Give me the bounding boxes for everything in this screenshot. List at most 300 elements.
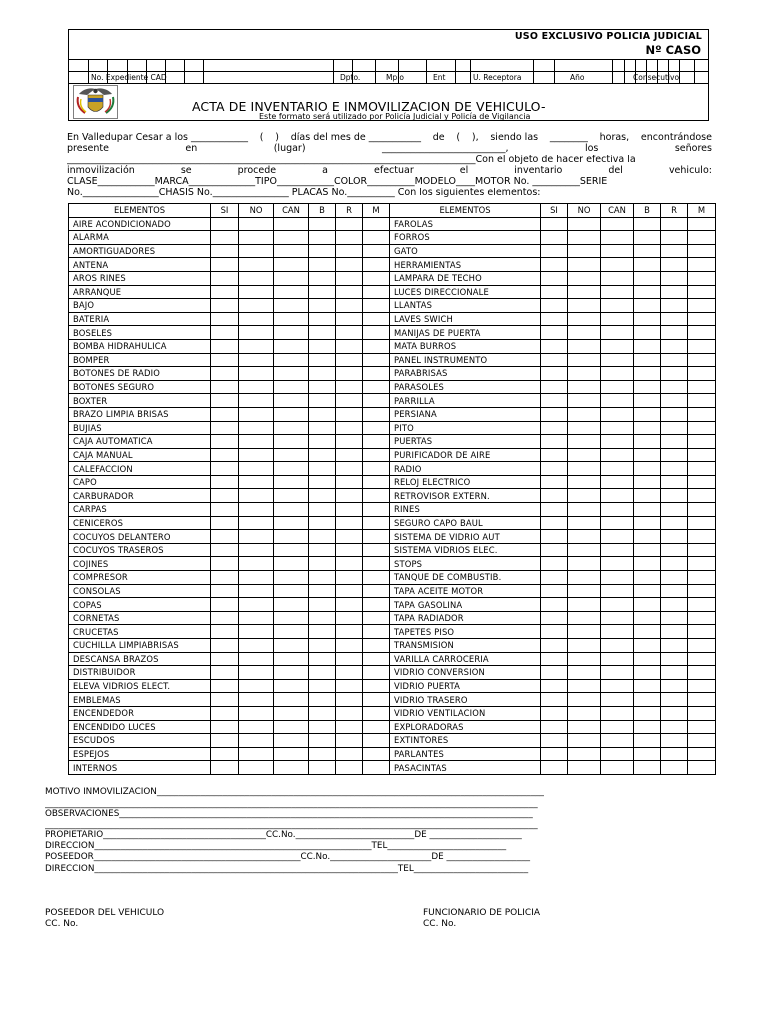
- check-cell[interactable]: [541, 285, 568, 299]
- check-cell[interactable]: [336, 271, 363, 285]
- check-cell[interactable]: [211, 231, 239, 245]
- check-cell[interactable]: [363, 353, 390, 367]
- check-cell[interactable]: [211, 530, 239, 544]
- check-cell[interactable]: [274, 611, 309, 625]
- check-cell[interactable]: [336, 516, 363, 530]
- check-cell[interactable]: [274, 462, 309, 476]
- check-cell[interactable]: [601, 285, 634, 299]
- check-cell[interactable]: [336, 380, 363, 394]
- check-cell[interactable]: [601, 339, 634, 353]
- check-cell[interactable]: [239, 448, 274, 462]
- check-cell[interactable]: [634, 421, 661, 435]
- check-cell[interactable]: [211, 571, 239, 585]
- check-cell[interactable]: [274, 571, 309, 585]
- check-cell[interactable]: [239, 530, 274, 544]
- check-cell[interactable]: [568, 734, 601, 748]
- check-cell[interactable]: [661, 747, 688, 761]
- check-cell[interactable]: [309, 258, 336, 272]
- check-cell[interactable]: [688, 258, 716, 272]
- check-cell[interactable]: [688, 516, 716, 530]
- check-cell[interactable]: [688, 326, 716, 340]
- check-cell[interactable]: [688, 367, 716, 381]
- check-cell[interactable]: [274, 407, 309, 421]
- check-cell[interactable]: [363, 448, 390, 462]
- check-cell[interactable]: [688, 475, 716, 489]
- check-cell[interactable]: [309, 462, 336, 476]
- check-cell[interactable]: [634, 747, 661, 761]
- check-cell[interactable]: [363, 489, 390, 503]
- check-cell[interactable]: [688, 530, 716, 544]
- check-cell[interactable]: [211, 489, 239, 503]
- check-cell[interactable]: [601, 530, 634, 544]
- check-cell[interactable]: [239, 462, 274, 476]
- check-cell[interactable]: [336, 611, 363, 625]
- check-cell[interactable]: [211, 217, 239, 231]
- check-cell[interactable]: [336, 285, 363, 299]
- check-cell[interactable]: [634, 761, 661, 775]
- check-cell[interactable]: [363, 299, 390, 313]
- check-cell[interactable]: [363, 380, 390, 394]
- check-cell[interactable]: [274, 217, 309, 231]
- check-cell[interactable]: [239, 598, 274, 612]
- check-cell[interactable]: [688, 720, 716, 734]
- check-cell[interactable]: [309, 312, 336, 326]
- check-cell[interactable]: [309, 217, 336, 231]
- check-cell[interactable]: [634, 543, 661, 557]
- check-cell[interactable]: [239, 584, 274, 598]
- check-cell[interactable]: [661, 530, 688, 544]
- check-cell[interactable]: [211, 299, 239, 313]
- check-cell[interactable]: [211, 339, 239, 353]
- check-cell[interactable]: [239, 693, 274, 707]
- check-cell[interactable]: [568, 312, 601, 326]
- check-cell[interactable]: [601, 462, 634, 476]
- check-cell[interactable]: [661, 598, 688, 612]
- check-cell[interactable]: [211, 271, 239, 285]
- check-cell[interactable]: [239, 489, 274, 503]
- check-cell[interactable]: [274, 720, 309, 734]
- check-cell[interactable]: [568, 639, 601, 653]
- check-cell[interactable]: [309, 747, 336, 761]
- check-cell[interactable]: [336, 503, 363, 517]
- check-cell[interactable]: [601, 367, 634, 381]
- check-cell[interactable]: [601, 244, 634, 258]
- check-cell[interactable]: [274, 448, 309, 462]
- check-cell[interactable]: [239, 367, 274, 381]
- check-cell[interactable]: [541, 706, 568, 720]
- check-cell[interactable]: [688, 679, 716, 693]
- check-cell[interactable]: [363, 339, 390, 353]
- check-cell[interactable]: [309, 326, 336, 340]
- check-cell[interactable]: [363, 706, 390, 720]
- check-cell[interactable]: [541, 720, 568, 734]
- check-cell[interactable]: [568, 761, 601, 775]
- check-cell[interactable]: [601, 258, 634, 272]
- check-cell[interactable]: [274, 516, 309, 530]
- check-cell[interactable]: [688, 611, 716, 625]
- check-cell[interactable]: [274, 489, 309, 503]
- check-cell[interactable]: [309, 625, 336, 639]
- check-cell[interactable]: [568, 367, 601, 381]
- check-cell[interactable]: [601, 693, 634, 707]
- check-cell[interactable]: [363, 530, 390, 544]
- check-cell[interactable]: [634, 639, 661, 653]
- check-cell[interactable]: [363, 503, 390, 517]
- check-cell[interactable]: [363, 421, 390, 435]
- check-cell[interactable]: [309, 448, 336, 462]
- check-cell[interactable]: [688, 285, 716, 299]
- check-cell[interactable]: [601, 394, 634, 408]
- check-cell[interactable]: [661, 571, 688, 585]
- check-cell[interactable]: [274, 367, 309, 381]
- check-cell[interactable]: [336, 217, 363, 231]
- check-cell[interactable]: [661, 543, 688, 557]
- check-cell[interactable]: [363, 312, 390, 326]
- check-cell[interactable]: [688, 339, 716, 353]
- check-cell[interactable]: [336, 258, 363, 272]
- check-cell[interactable]: [541, 380, 568, 394]
- check-cell[interactable]: [211, 611, 239, 625]
- check-cell[interactable]: [239, 720, 274, 734]
- check-cell[interactable]: [274, 530, 309, 544]
- check-cell[interactable]: [661, 720, 688, 734]
- check-cell[interactable]: [211, 625, 239, 639]
- check-cell[interactable]: [661, 734, 688, 748]
- check-cell[interactable]: [541, 584, 568, 598]
- check-cell[interactable]: [601, 666, 634, 680]
- check-cell[interactable]: [363, 271, 390, 285]
- check-cell[interactable]: [309, 706, 336, 720]
- check-cell[interactable]: [661, 706, 688, 720]
- check-cell[interactable]: [661, 462, 688, 476]
- check-cell[interactable]: [309, 652, 336, 666]
- check-cell[interactable]: [336, 639, 363, 653]
- check-cell[interactable]: [634, 462, 661, 476]
- check-cell[interactable]: [601, 598, 634, 612]
- check-cell[interactable]: [309, 679, 336, 693]
- check-cell[interactable]: [634, 353, 661, 367]
- check-cell[interactable]: [661, 503, 688, 517]
- check-cell[interactable]: [309, 394, 336, 408]
- check-cell[interactable]: [336, 407, 363, 421]
- check-cell[interactable]: [363, 639, 390, 653]
- check-cell[interactable]: [568, 652, 601, 666]
- check-cell[interactable]: [309, 435, 336, 449]
- check-cell[interactable]: [239, 312, 274, 326]
- check-cell[interactable]: [568, 271, 601, 285]
- check-cell[interactable]: [211, 706, 239, 720]
- check-cell[interactable]: [239, 557, 274, 571]
- check-cell[interactable]: [274, 598, 309, 612]
- check-cell[interactable]: [601, 435, 634, 449]
- check-cell[interactable]: [239, 407, 274, 421]
- check-cell[interactable]: [363, 475, 390, 489]
- check-cell[interactable]: [541, 761, 568, 775]
- check-cell[interactable]: [661, 339, 688, 353]
- check-cell[interactable]: [634, 271, 661, 285]
- check-cell[interactable]: [601, 299, 634, 313]
- check-cell[interactable]: [274, 394, 309, 408]
- check-cell[interactable]: [541, 571, 568, 585]
- check-cell[interactable]: [336, 489, 363, 503]
- check-cell[interactable]: [336, 299, 363, 313]
- check-cell[interactable]: [541, 258, 568, 272]
- check-cell[interactable]: [239, 679, 274, 693]
- check-cell[interactable]: [634, 339, 661, 353]
- check-cell[interactable]: [336, 666, 363, 680]
- check-cell[interactable]: [661, 611, 688, 625]
- check-cell[interactable]: [688, 639, 716, 653]
- check-cell[interactable]: [568, 326, 601, 340]
- check-cell[interactable]: [239, 611, 274, 625]
- check-cell[interactable]: [211, 747, 239, 761]
- check-cell[interactable]: [336, 367, 363, 381]
- check-cell[interactable]: [568, 530, 601, 544]
- check-cell[interactable]: [568, 435, 601, 449]
- check-cell[interactable]: [274, 693, 309, 707]
- check-cell[interactable]: [239, 516, 274, 530]
- check-cell[interactable]: [274, 761, 309, 775]
- check-cell[interactable]: [211, 394, 239, 408]
- check-cell[interactable]: [601, 448, 634, 462]
- check-cell[interactable]: [211, 734, 239, 748]
- check-cell[interactable]: [239, 543, 274, 557]
- check-cell[interactable]: [601, 611, 634, 625]
- check-cell[interactable]: [568, 516, 601, 530]
- check-cell[interactable]: [211, 258, 239, 272]
- check-cell[interactable]: [211, 598, 239, 612]
- check-cell[interactable]: [568, 625, 601, 639]
- check-cell[interactable]: [274, 652, 309, 666]
- check-cell[interactable]: [309, 584, 336, 598]
- check-cell[interactable]: [336, 571, 363, 585]
- check-cell[interactable]: [239, 625, 274, 639]
- check-cell[interactable]: [634, 598, 661, 612]
- check-cell[interactable]: [239, 734, 274, 748]
- check-cell[interactable]: [568, 666, 601, 680]
- check-cell[interactable]: [634, 503, 661, 517]
- check-cell[interactable]: [601, 543, 634, 557]
- check-cell[interactable]: [211, 503, 239, 517]
- check-cell[interactable]: [363, 611, 390, 625]
- check-cell[interactable]: [239, 271, 274, 285]
- check-cell[interactable]: [309, 367, 336, 381]
- check-cell[interactable]: [601, 761, 634, 775]
- check-cell[interactable]: [688, 217, 716, 231]
- check-cell[interactable]: [541, 557, 568, 571]
- check-cell[interactable]: [274, 244, 309, 258]
- check-cell[interactable]: [688, 299, 716, 313]
- check-cell[interactable]: [568, 557, 601, 571]
- check-cell[interactable]: [688, 693, 716, 707]
- check-cell[interactable]: [336, 244, 363, 258]
- check-cell[interactable]: [363, 557, 390, 571]
- check-cell[interactable]: [211, 380, 239, 394]
- check-cell[interactable]: [601, 720, 634, 734]
- check-cell[interactable]: [211, 367, 239, 381]
- check-cell[interactable]: [568, 611, 601, 625]
- check-cell[interactable]: [601, 231, 634, 245]
- check-cell[interactable]: [601, 217, 634, 231]
- check-cell[interactable]: [363, 734, 390, 748]
- check-cell[interactable]: [661, 489, 688, 503]
- check-cell[interactable]: [274, 380, 309, 394]
- check-cell[interactable]: [336, 679, 363, 693]
- check-cell[interactable]: [274, 734, 309, 748]
- check-cell[interactable]: [541, 598, 568, 612]
- check-cell[interactable]: [541, 747, 568, 761]
- check-cell[interactable]: [634, 557, 661, 571]
- check-cell[interactable]: [661, 380, 688, 394]
- check-cell[interactable]: [634, 625, 661, 639]
- check-cell[interactable]: [363, 571, 390, 585]
- check-cell[interactable]: [363, 285, 390, 299]
- check-cell[interactable]: [541, 244, 568, 258]
- check-cell[interactable]: [239, 666, 274, 680]
- check-cell[interactable]: [336, 652, 363, 666]
- check-cell[interactable]: [211, 475, 239, 489]
- check-cell[interactable]: [688, 598, 716, 612]
- check-cell[interactable]: [309, 639, 336, 653]
- check-cell[interactable]: [309, 571, 336, 585]
- check-cell[interactable]: [363, 217, 390, 231]
- check-cell[interactable]: [309, 244, 336, 258]
- check-cell[interactable]: [309, 693, 336, 707]
- check-cell[interactable]: [274, 353, 309, 367]
- check-cell[interactable]: [274, 435, 309, 449]
- check-cell[interactable]: [239, 639, 274, 653]
- check-cell[interactable]: [336, 761, 363, 775]
- check-cell[interactable]: [239, 475, 274, 489]
- check-cell[interactable]: [601, 679, 634, 693]
- check-cell[interactable]: [568, 679, 601, 693]
- check-cell[interactable]: [541, 475, 568, 489]
- check-cell[interactable]: [568, 421, 601, 435]
- check-cell[interactable]: [363, 462, 390, 476]
- check-cell[interactable]: [688, 666, 716, 680]
- check-cell[interactable]: [363, 625, 390, 639]
- check-cell[interactable]: [274, 639, 309, 653]
- check-cell[interactable]: [601, 625, 634, 639]
- check-cell[interactable]: [688, 734, 716, 748]
- check-cell[interactable]: [336, 421, 363, 435]
- check-cell[interactable]: [568, 339, 601, 353]
- check-cell[interactable]: [274, 706, 309, 720]
- check-cell[interactable]: [661, 516, 688, 530]
- check-cell[interactable]: [541, 299, 568, 313]
- check-cell[interactable]: [661, 407, 688, 421]
- check-cell[interactable]: [634, 666, 661, 680]
- check-cell[interactable]: [634, 693, 661, 707]
- check-cell[interactable]: [239, 706, 274, 720]
- check-cell[interactable]: [541, 734, 568, 748]
- check-cell[interactable]: [363, 720, 390, 734]
- check-cell[interactable]: [211, 652, 239, 666]
- check-cell[interactable]: [601, 271, 634, 285]
- check-cell[interactable]: [309, 666, 336, 680]
- check-cell[interactable]: [211, 639, 239, 653]
- check-cell[interactable]: [688, 761, 716, 775]
- check-cell[interactable]: [661, 353, 688, 367]
- check-cell[interactable]: [661, 557, 688, 571]
- check-cell[interactable]: [661, 639, 688, 653]
- check-cell[interactable]: [541, 625, 568, 639]
- check-cell[interactable]: [541, 516, 568, 530]
- check-cell[interactable]: [568, 462, 601, 476]
- check-cell[interactable]: [541, 652, 568, 666]
- check-cell[interactable]: [239, 326, 274, 340]
- check-cell[interactable]: [239, 353, 274, 367]
- check-cell[interactable]: [541, 421, 568, 435]
- check-cell[interactable]: [211, 761, 239, 775]
- check-cell[interactable]: [211, 557, 239, 571]
- check-cell[interactable]: [688, 448, 716, 462]
- check-cell[interactable]: [239, 258, 274, 272]
- check-cell[interactable]: [336, 339, 363, 353]
- check-cell[interactable]: [336, 598, 363, 612]
- check-cell[interactable]: [274, 326, 309, 340]
- check-cell[interactable]: [541, 611, 568, 625]
- check-cell[interactable]: [601, 407, 634, 421]
- check-cell[interactable]: [211, 693, 239, 707]
- check-cell[interactable]: [309, 380, 336, 394]
- check-cell[interactable]: [634, 394, 661, 408]
- check-cell[interactable]: [274, 747, 309, 761]
- check-cell[interactable]: [274, 285, 309, 299]
- check-cell[interactable]: [274, 339, 309, 353]
- check-cell[interactable]: [211, 326, 239, 340]
- check-cell[interactable]: [634, 530, 661, 544]
- check-cell[interactable]: [274, 666, 309, 680]
- check-cell[interactable]: [688, 584, 716, 598]
- check-cell[interactable]: [661, 394, 688, 408]
- check-cell[interactable]: [601, 516, 634, 530]
- check-cell[interactable]: [336, 706, 363, 720]
- check-cell[interactable]: [309, 339, 336, 353]
- check-cell[interactable]: [541, 503, 568, 517]
- check-cell[interactable]: [688, 231, 716, 245]
- check-cell[interactable]: [661, 367, 688, 381]
- check-cell[interactable]: [688, 571, 716, 585]
- check-cell[interactable]: [211, 666, 239, 680]
- check-cell[interactable]: [211, 543, 239, 557]
- check-cell[interactable]: [634, 584, 661, 598]
- check-cell[interactable]: [309, 475, 336, 489]
- check-cell[interactable]: [661, 625, 688, 639]
- check-cell[interactable]: [541, 231, 568, 245]
- check-cell[interactable]: [239, 435, 274, 449]
- check-cell[interactable]: [211, 244, 239, 258]
- check-cell[interactable]: [568, 353, 601, 367]
- check-cell[interactable]: [274, 421, 309, 435]
- check-cell[interactable]: [661, 231, 688, 245]
- check-cell[interactable]: [568, 747, 601, 761]
- check-cell[interactable]: [568, 584, 601, 598]
- check-cell[interactable]: [363, 326, 390, 340]
- check-cell[interactable]: [211, 462, 239, 476]
- check-cell[interactable]: [211, 285, 239, 299]
- check-cell[interactable]: [568, 407, 601, 421]
- check-cell[interactable]: [634, 516, 661, 530]
- check-cell[interactable]: [634, 312, 661, 326]
- check-cell[interactable]: [661, 299, 688, 313]
- check-cell[interactable]: [634, 489, 661, 503]
- check-cell[interactable]: [688, 489, 716, 503]
- check-cell[interactable]: [634, 299, 661, 313]
- check-cell[interactable]: [688, 407, 716, 421]
- check-cell[interactable]: [661, 421, 688, 435]
- check-cell[interactable]: [634, 475, 661, 489]
